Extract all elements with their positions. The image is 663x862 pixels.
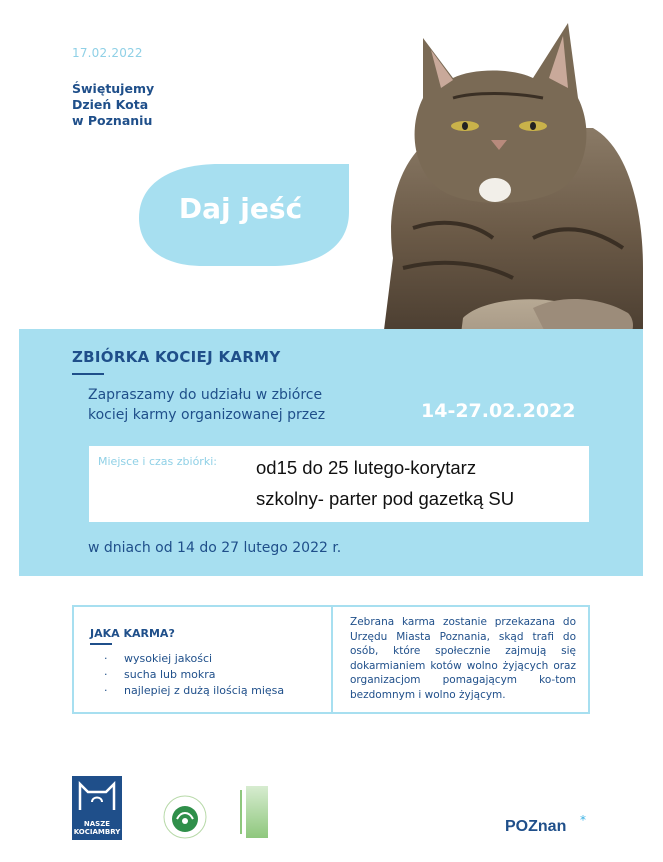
bubble-text: Daj jeść	[178, 192, 303, 225]
description-line-1: Zapraszamy do udziału w zbiórce	[88, 387, 323, 403]
collection-title: ZBIÓRKA KOCIEJ KARMY	[72, 348, 281, 366]
poznan-star-icon: *	[580, 813, 586, 827]
place-time-label: Miejsce i czas zbiórki:	[98, 455, 217, 468]
place-line-1: od15 do 25 lutego-korytarz	[256, 457, 477, 478]
nasze-kociambry-text	[72, 820, 122, 836]
celebrate-line-1: Świętujemy	[72, 81, 155, 96]
food-type-underline	[90, 643, 112, 645]
list-item: · sucha lub mokra	[104, 667, 284, 683]
description-line-2: kociej karmy organizowanej przez	[88, 407, 326, 423]
celebrate-line-2: Dzień Kota	[72, 97, 149, 112]
collection-dates: 14-27.02.2022	[421, 400, 576, 422]
nasze-kociambry-logo	[72, 776, 122, 840]
vertical-logo-mark	[238, 786, 245, 838]
celebrate-heading	[72, 81, 154, 129]
event-date: 17.02.2022	[72, 46, 143, 60]
list-item: · najlepiej z dużą ilością mięsa	[104, 683, 284, 699]
poznan-logo: POZnan	[505, 818, 567, 835]
place-line-2: szkolny- parter pod gazetką SU	[256, 488, 515, 509]
round-green-logo	[163, 795, 207, 839]
info-box	[72, 605, 590, 714]
speech-bubble	[133, 160, 353, 270]
celebrate-line-3: w Poznaniu	[72, 113, 153, 128]
place-time-box	[89, 446, 589, 522]
title-underline	[72, 373, 104, 375]
vertical-logo-bar	[246, 786, 268, 838]
collection-description	[88, 385, 325, 425]
collection-days: w dniach od 14 do 27 lutego 2022 r.	[88, 540, 342, 556]
logo-text-line-2: KOCIAMBRY	[73, 828, 121, 836]
logo-text-line-1: NASZE	[83, 820, 111, 828]
list-item: · wysokiej jakości	[104, 651, 284, 667]
info-divider	[331, 607, 333, 712]
vertical-green-logo	[238, 786, 268, 838]
food-type-list	[104, 651, 284, 699]
place-time-value	[256, 452, 586, 514]
cat-outline-icon	[72, 776, 122, 816]
info-text: Zebrana karma zostanie przekazana do Urzędu Miasta Poznania, skąd trafi do osób, które społecznie zajmują się dokarmianiem kotów wolno żyjących oraz organizacjom pomagającym ko-tom bezdomnym i wolno żyjącym.	[350, 616, 576, 701]
food-type-title: JAKA KARMA?	[90, 627, 175, 640]
